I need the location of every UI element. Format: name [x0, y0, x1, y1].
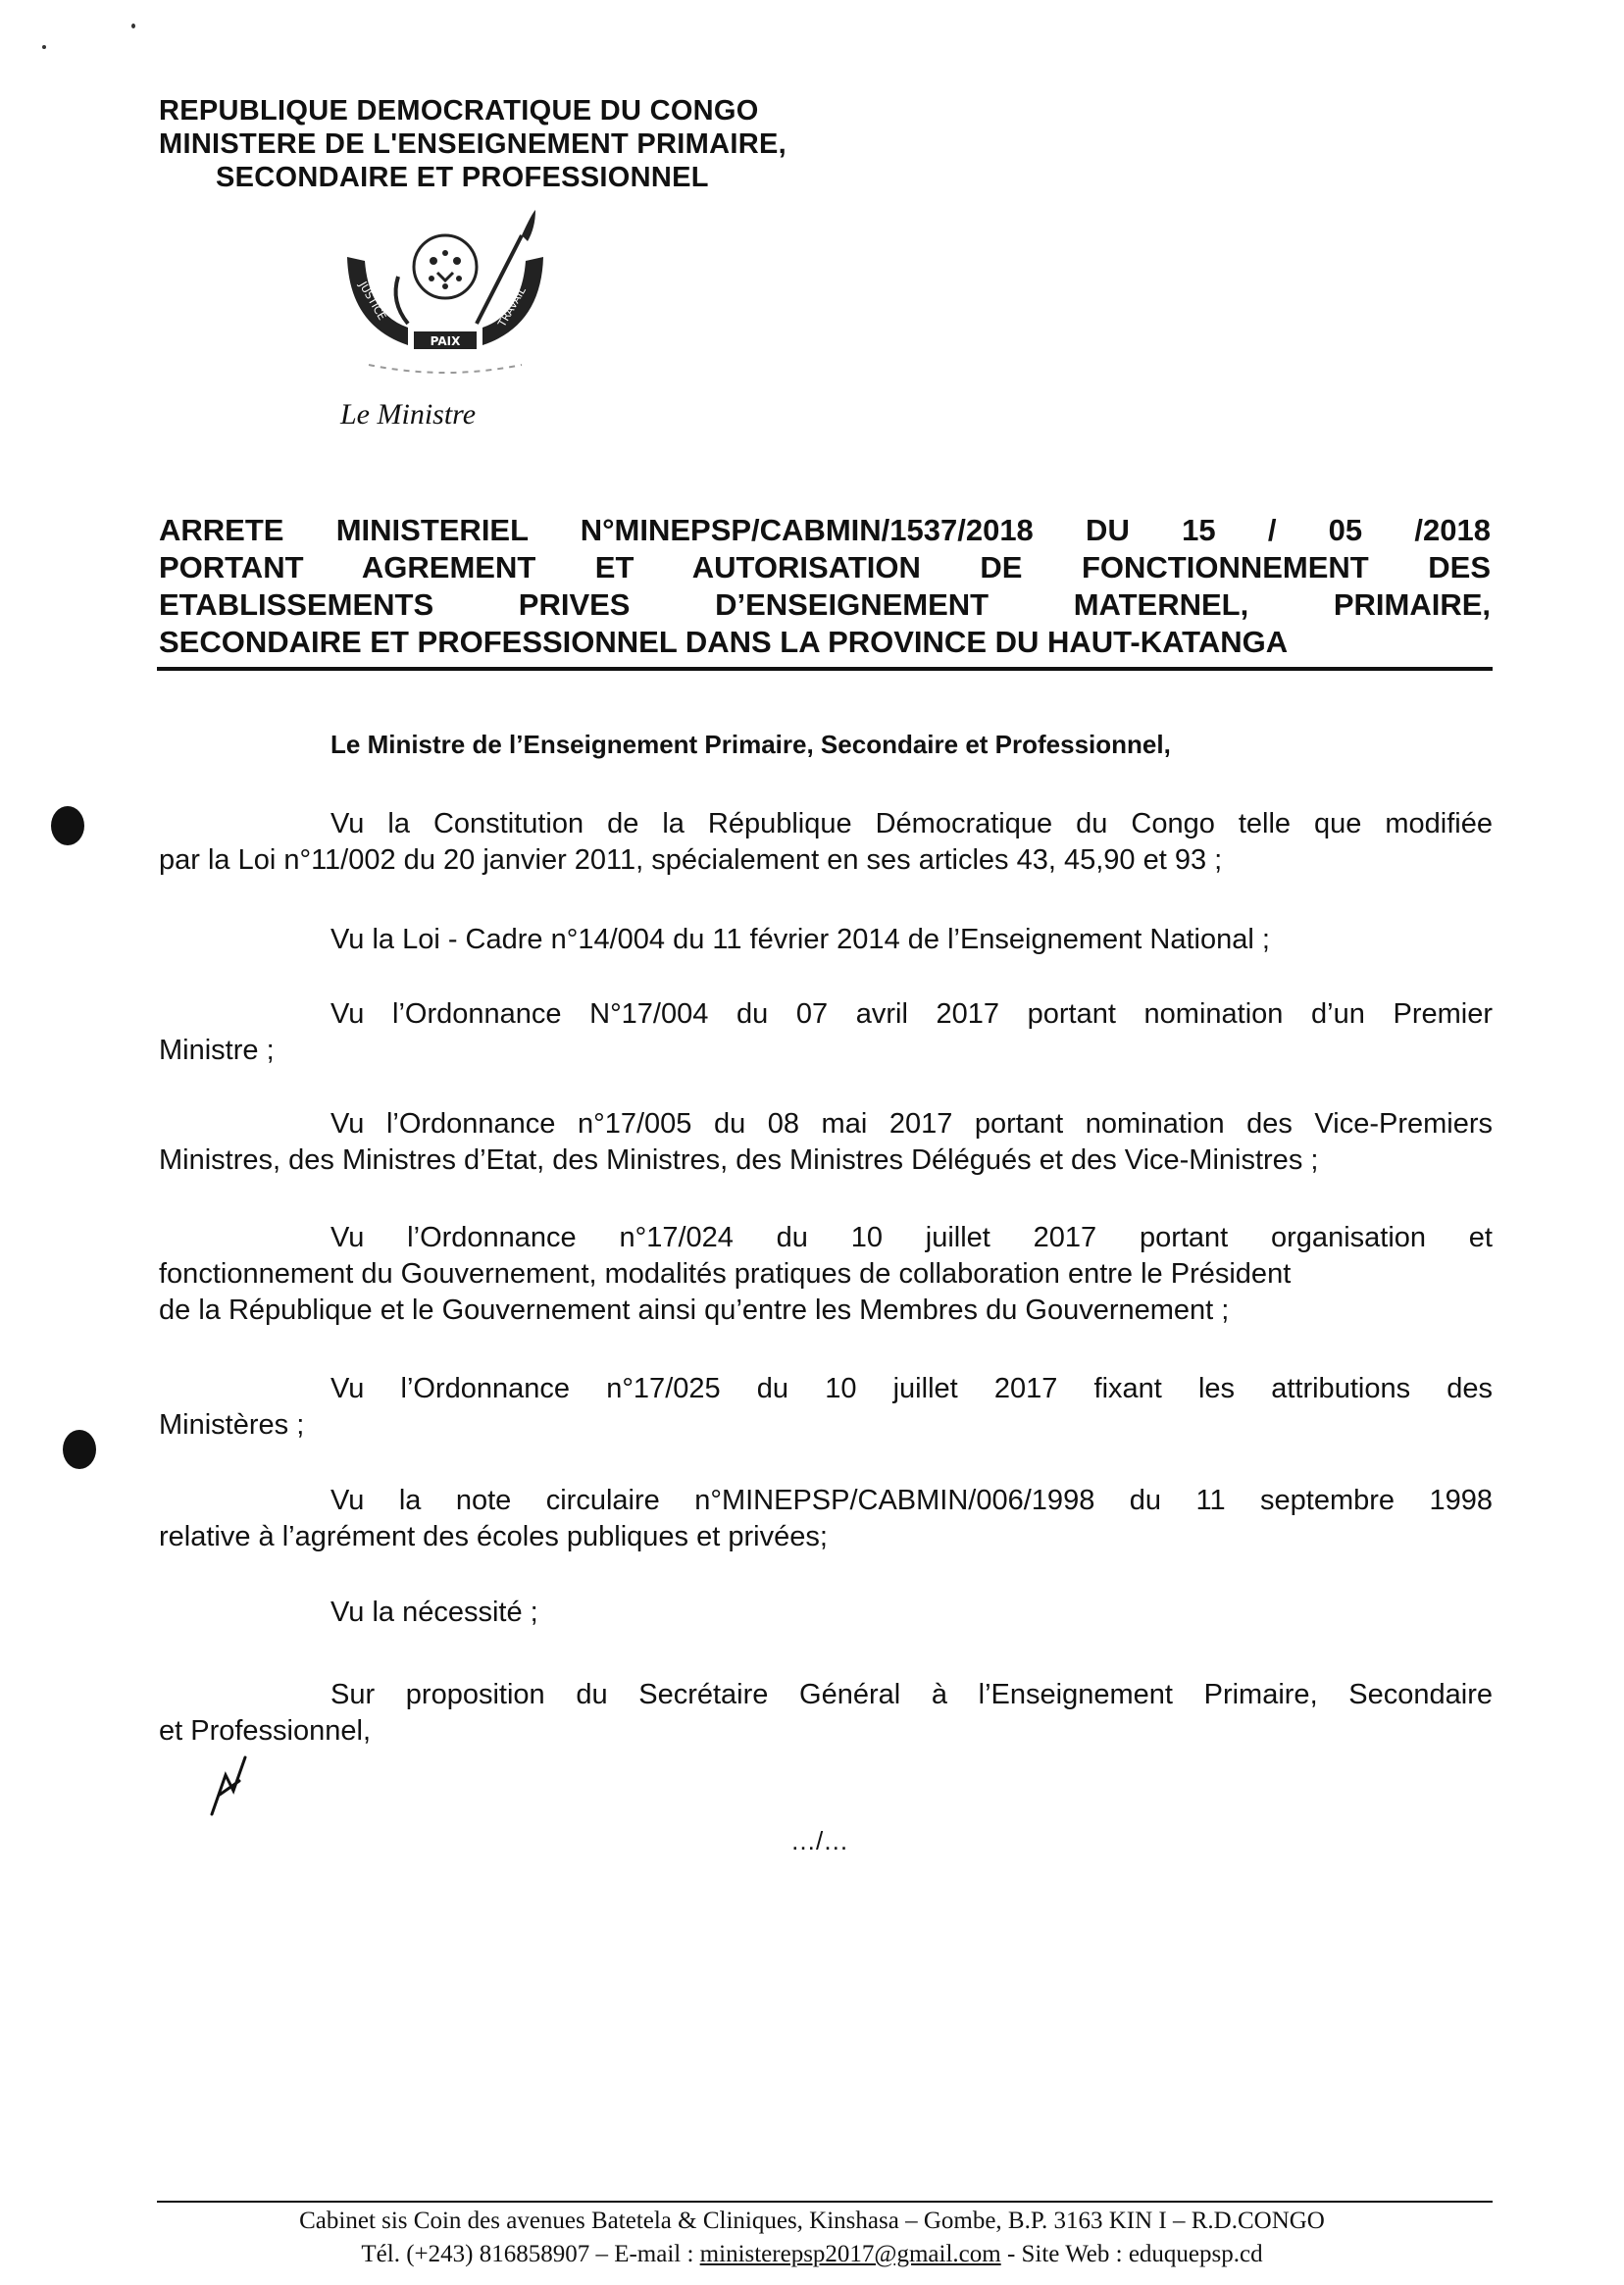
footer-website: - Site Web : eduquepsp.cd: [1000, 2241, 1263, 2267]
continuation-mark: …/…: [790, 1826, 849, 1855]
visa-line: Vu la nécessité ;: [330, 1597, 538, 1628]
visa-line: Vu l’Ordonnance n°17/025 du 10 juillet 2017 fixant les attributions des: [330, 1373, 1493, 1404]
footer-tel: Tél. (+243) 816858907 – E-mail :: [361, 2241, 700, 2267]
visa-loi-cadre: [159, 922, 1493, 958]
minister-title: Le Ministre: [340, 398, 477, 431]
visa-line: Vu la note circulaire n°MINEPSP/CABMIN/006/1998 du 11 septembre 1998: [330, 1485, 1493, 1516]
visa-line: Ministères ;: [159, 1409, 305, 1441]
header-ministry-cont: SECONDAIRE ET PROFESSIONNEL: [216, 162, 709, 193]
visa-line: Vu l’Ordonnance N°17/004 du 07 avril 2017 portant nomination d’un Premier: [330, 998, 1493, 1030]
proposition-secretaire-general: [159, 1677, 1493, 1750]
visa-line: de la République et le Gouvernement ainsi qu’entre les Membres du Gouvernement ;: [159, 1295, 1230, 1326]
visa-line: Sur proposition du Secrétaire Général à l’Enseignement Primaire, Secondaire: [330, 1679, 1493, 1710]
visa-note-circulaire: [159, 1483, 1493, 1555]
footer-address: Cabinet sis Coin des avenues Batetela & Cliniques, Kinshasa – Gombe, B.P. 3163 KIN I – R.D.CONGO: [299, 2208, 1325, 2234]
visa-line: Ministres, des Ministres d’Etat, des Ministres, des Ministres Délégués et des Vice-Ministres ;: [159, 1144, 1319, 1176]
visa-ordonnance-premier-ministre: [159, 996, 1493, 1069]
coat-of-arms-emblem: [330, 208, 561, 375]
visa-constitution: [159, 806, 1493, 879]
scan-speck: [131, 24, 135, 28]
arrete-title-line4: SECONDAIRE ET PROFESSIONNEL DANS LA PROVINCE DU HAUT-KATANGA: [159, 625, 1289, 659]
emblem-word-travail: TRAVAIL: [495, 284, 529, 330]
header-ministry: MINISTERE DE L'ENSEIGNEMENT PRIMAIRE,: [159, 128, 787, 160]
scan-speck: [42, 45, 46, 49]
arrete-title-line2: PORTANT AGREMENT ET AUTORISATION DE FONCTIONNEMENT DES: [159, 550, 1491, 584]
title-underline: [157, 667, 1493, 671]
footer-email-link[interactable]: ministerepsp2017@gmail.com: [699, 2241, 1001, 2267]
punch-hole-mark: [51, 806, 84, 845]
footer-rule: [157, 2201, 1493, 2203]
arrete-title-line3: ETABLISSEMENTS PRIVES D’ENSEIGNEMENT MATERNEL, PRIMAIRE,: [159, 587, 1491, 622]
visa-line: Vu la Constitution de la République Démocratique du Congo telle que modifiée: [330, 808, 1493, 839]
visa-line: et Professionnel,: [159, 1715, 372, 1747]
arrete-number-line: ARRETE MINISTERIEL N°MINEPSP/CABMIN/1537/2018 DU 15 / 05 /2018: [159, 513, 1491, 547]
punch-hole-mark: [63, 1430, 96, 1469]
visa-line: fonctionnement du Gouvernement, modalités pratiques de collaboration entre le Président: [159, 1258, 1292, 1290]
visa-line: relative à l’agrément des écoles publiques et privées;: [159, 1521, 828, 1552]
preamble-intro: Le Ministre de l’Enseignement Primaire, Secondaire et Professionnel,: [330, 730, 1171, 759]
visa-line: Vu l’Ordonnance n°17/005 du 08 mai 2017 portant nomination des Vice-Premiers: [330, 1108, 1493, 1140]
visa-line: Vu la Loi - Cadre n°14/004 du 11 février 2014 de l’Enseignement National ;: [330, 924, 1270, 955]
footer-contact: [0, 2238, 1624, 2271]
visa-ordonnance-ministres: [159, 1106, 1493, 1179]
emblem-word-paix: PAIX: [430, 334, 461, 348]
visa-ordonnance-gouvernement: [159, 1220, 1493, 1329]
header-country: REPUBLIQUE DEMOCRATIQUE DU CONGO: [159, 95, 759, 127]
emblem-word-justice: JUSTICE: [356, 279, 389, 323]
visa-line: par la Loi n°11/002 du 20 janvier 2011, spécialement en ses articles 43, 45,90 et 93 ;: [159, 844, 1223, 876]
visa-ordonnance-attributions: [159, 1371, 1493, 1444]
handwritten-initials: [206, 1752, 265, 1820]
visa-necessite: [159, 1595, 1493, 1631]
visa-line: Vu l’Ordonnance n°17/024 du 10 juillet 2017 portant organisation et: [330, 1222, 1493, 1253]
visa-line: Ministre ;: [159, 1035, 275, 1066]
